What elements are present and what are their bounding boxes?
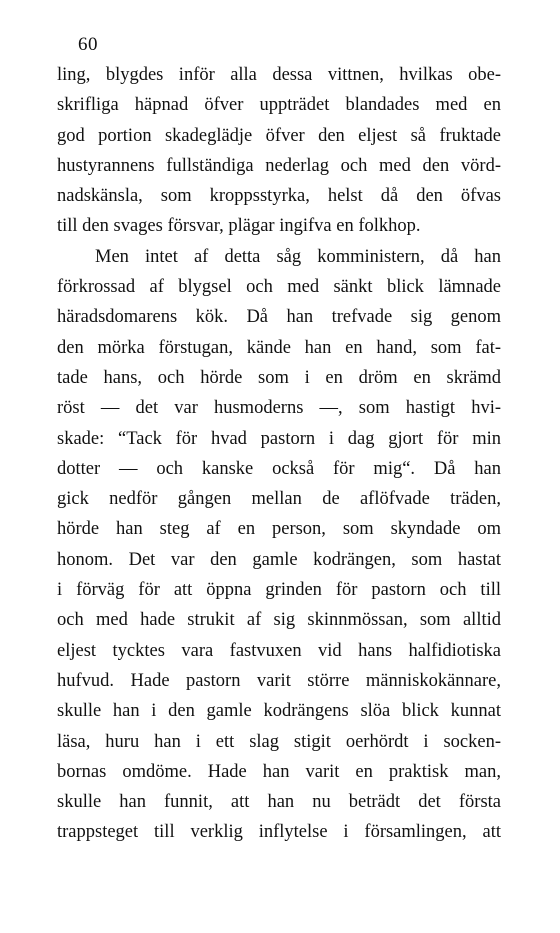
text-line: och med hade strukit af sig skinnmössan, som alltid	[57, 610, 501, 631]
text-line: dotter — och kanske också för mig“. Då han	[57, 458, 501, 479]
text-line: tade hans, och hörde som i en dröm en skrämd	[57, 367, 501, 388]
text-line: skade: “Tack för hvad pastorn i dag gjort för min	[57, 428, 501, 449]
text-line: ling, blygdes inför alla dessa vittnen, hvilkas obe-	[57, 65, 501, 85]
body-text	[57, 60, 501, 848]
text-line: läsa, huru han i ett slag stigit oerhördt i socken-	[57, 731, 501, 752]
text-line: Men intet af detta såg komministern, då han	[95, 246, 501, 267]
text-line: röst — det var husmoderns —, som hastigt hvi-	[57, 398, 501, 419]
text-line: i förväg för att öppna grinden för pastorn och till	[57, 580, 501, 601]
text-line: förkrossad af blygsel och med sänkt blick lämnade	[57, 277, 501, 298]
text-line: hustyrannens fullständiga nederlag och med den vörd-	[57, 155, 501, 176]
text-line: gick nedför gången mellan de aflöfvade träden,	[57, 489, 501, 510]
text-line: den mörka förstugan, kände han en hand, som fat-	[57, 337, 501, 358]
text-line: hufvud. Hade pastorn varit större människokännare,	[57, 670, 501, 691]
page-number: 60	[78, 34, 98, 55]
text-line: god portion skadeglädje öfver den eljest så fruktade	[57, 125, 501, 146]
text-line: skulle han i den gamle kodrängens slöa blick kunnat	[57, 701, 501, 722]
text-line: honom. Det var den gamle kodrängen, som hastat	[57, 549, 501, 570]
text-line: till den svages försvar, plägar ingifva en folkhop.	[57, 216, 421, 237]
text-line: eljest tycktes vara fastvuxen vid hans halfidiotiska	[57, 640, 501, 661]
text-line: bornas omdöme. Hade han varit en praktisk man,	[57, 761, 501, 782]
text-line: hörde han steg af en person, som skyndade om	[57, 519, 501, 540]
text-line: skulle han funnit, att han nu beträdt det första	[57, 792, 501, 813]
text-line: trappsteget till verklig inflytelse i församlingen, att	[57, 822, 501, 843]
text-line: nadskänsla, som kroppsstyrka, helst då den öfvas	[57, 186, 501, 207]
text-line: häradsdomarens kök. Då han trefvade sig genom	[57, 307, 501, 328]
text-line: skrifliga häpnad öfver uppträdet blandades med en	[57, 95, 501, 116]
